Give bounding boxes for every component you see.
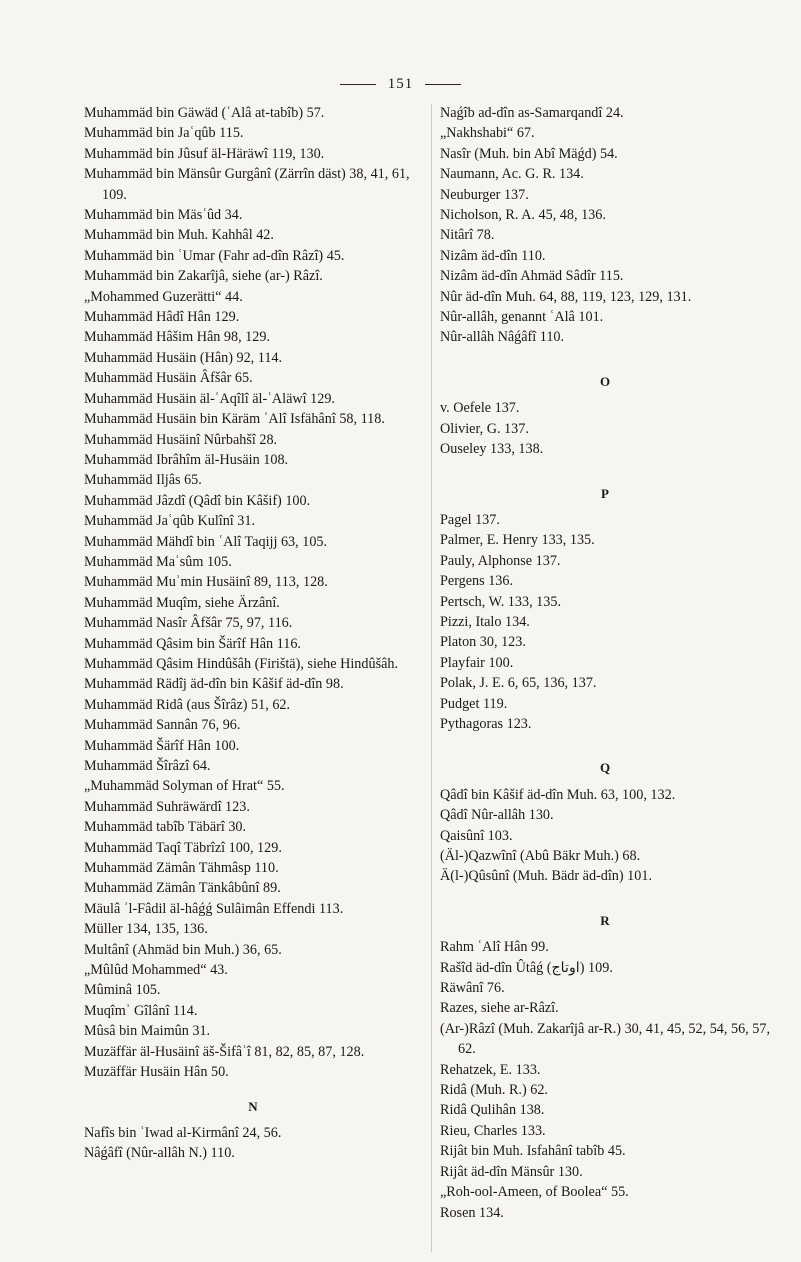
section-gap	[440, 348, 770, 358]
index-entry: Rahm ʿAlî Hân 99.	[440, 939, 549, 956]
index-entry: Rosen 134.	[440, 1204, 504, 1221]
section-gap	[440, 460, 770, 470]
index-entry: Muhammäd Husäin bin Käräm ʿAlî Isfähânî 58, 118.	[84, 411, 385, 428]
section-r-entries	[440, 937, 770, 1223]
index-entry: Muhammäd Nasîr Âfšâr 75, 97, 116.	[84, 615, 293, 632]
index-entry: Nizâm äd-dîn 110.	[440, 247, 546, 264]
index-entry: Qâdî bin Kâšif äd-dîn Muh. 63, 100, 132.	[440, 786, 676, 803]
index-entry: Muqîmʾ Gîlânî 114.	[84, 1002, 198, 1019]
index-entry: Muhammäd Husäin Âfšâr 65.	[84, 370, 253, 387]
section-letter-p: P	[601, 485, 609, 501]
index-entry: Muhammäd bin Zakarîjâ, siehe (ar-) Râzî.	[84, 268, 323, 285]
index-entry: Muhammäd Zämân Tähmâsp 110.	[84, 860, 279, 877]
index-entry: Nafîs bin ʿIwad al-Kirmânî 24, 56.	[84, 1124, 282, 1141]
index-entry: Muzäffär äl-Husäinî äš-Šifâʾî 81, 82, 85, 87, 128.	[84, 1043, 365, 1060]
index-entry: Pizzi, Italo 134.	[440, 613, 530, 630]
index-entry: Muhammäd Rädîj äd-dîn bin Kâšif äd-dîn 98.	[84, 676, 344, 693]
index-entry: Multânî (Ahmäd bin Muh.) 36, 65.	[84, 941, 282, 958]
index-entry: „Roh-ool-Ameen, of Boolea“ 55.	[440, 1184, 629, 1201]
index-entry: Muhammäd bin Gäwäd (ʿAlâ at-tabîb) 57.	[84, 105, 325, 121]
section-letter-o: O	[599, 373, 611, 389]
index-entry: Räwânî 76.	[440, 980, 505, 997]
right-sections	[440, 348, 770, 1223]
index-entry: Muhammäd Muʾmin Husäinî 89, 113, 128.	[84, 574, 328, 591]
index-entry: Nûr äd-dîn Muh. 64, 88, 119, 123, 129, 131.	[440, 288, 692, 305]
index-entry: „Mûlûd Mohammed“ 43.	[84, 962, 228, 979]
index-entry: Muhammäd Sannân 76, 96.	[84, 717, 241, 734]
section-p-entries	[440, 510, 770, 734]
index-entry: Nûr-allâh, genannt ʿAlâ 101.	[440, 309, 604, 326]
index-entry: Nasîr (Muh. bin Abî Mäǵd) 54.	[440, 145, 618, 162]
index-entry: Pertsch, W. 133, 135.	[440, 593, 561, 610]
index-entry: Mäulâ ʾl-Fâdil äl-hâǵǵ Sulâimân Effendi 113.	[84, 900, 344, 917]
section-letter-n: N	[248, 1098, 258, 1114]
index-entry: Muhammäd Taqî Täbrîzî 100, 129.	[84, 839, 282, 856]
index-entry: Muhammäd bin ʿUmar (Fahr ad-dîn Râzî) 45.	[84, 247, 345, 264]
column-divider	[431, 104, 432, 1252]
index-entry: Mûsâ bin Maimûn 31.	[84, 1023, 211, 1040]
index-entry: „Nakhshabi“ 67.	[440, 125, 535, 142]
section-gap	[440, 887, 770, 897]
index-entry: Muhammäd bin Muh. Kahhâl 42.	[84, 227, 274, 244]
index-entry: Rehatzek, E. 133.	[440, 1061, 541, 1078]
index-entry: Muhammäd Muqîm, siehe Ärzânî.	[84, 594, 280, 611]
section-q-entries	[440, 785, 770, 887]
section-o-entries	[440, 398, 770, 459]
index-entry: Muhammäd bin Jaʿqûb 115.	[84, 125, 244, 142]
index-entry: Muhammäd bin Mänsûr Gurgânî (Zärrîn däst) 38, 41, 61, 109.	[84, 166, 410, 203]
index-entry: Pauly, Alphonse 137.	[440, 552, 561, 569]
index-entry: Muhammäd Hâdî Hân 129.	[84, 309, 240, 326]
header-rule-left	[340, 84, 376, 85]
index-entry: Muhammäd Iljâs 65.	[84, 472, 202, 489]
index-entry: Muhammäd Hâšim Hân 98, 129.	[84, 329, 270, 346]
index-entry: Qaisûnî 103.	[440, 827, 513, 844]
index-entry: Ridâ Qulihân 138.	[440, 1102, 545, 1119]
index-entry: Rieu, Charles 133.	[440, 1122, 546, 1139]
index-entry: Muhammäd tabîb Täbärî 30.	[84, 819, 247, 836]
page-number: 151	[387, 76, 414, 92]
index-entry: Nicholson, R. A. 45, 48, 136.	[440, 207, 606, 224]
index-entry: Muhammäd bin Mäsʿûd 34.	[84, 207, 243, 224]
index-entry: Neuburger 137.	[440, 186, 529, 203]
index-entry: Muhammäd Qâsim bin Šärîf Hân 116.	[84, 635, 301, 652]
index-entry: Muhammäd Husäin (Hân) 92, 114.	[84, 349, 283, 366]
index-entry: „Muhammäd Solyman of Hrat“ 55.	[84, 778, 285, 795]
index-entry: Pergens 136.	[440, 573, 514, 590]
index-entry: Pudget 119.	[440, 695, 508, 712]
index-entry: Muhammäd Maʿsûm 105.	[84, 553, 232, 570]
index-entry: Naumann, Ac. G. R. 134.	[440, 166, 584, 183]
index-entry: Naǵîb ad-dîn as-Samarqandî 24.	[440, 105, 624, 121]
index-entry: Rijât äd-dîn Mänsûr 130.	[440, 1163, 583, 1180]
section-letter-r: R	[600, 912, 610, 928]
index-entry: (Äl-)Qazwînî (Abû Bäkr Muh.) 68.	[440, 848, 641, 864]
index-entry: Muhammäd bin Jûsuf äl-Häräwî 119, 130.	[84, 145, 325, 162]
index-entry: Nâǵâfî (Nûr-allâh N.) 110.	[84, 1145, 235, 1162]
index-entry: Mûminâ 105.	[84, 982, 161, 999]
section-letter-q: Q	[599, 760, 611, 776]
index-entry: Platon 30, 123.	[440, 634, 526, 651]
index-entry: v. Oefele 137.	[440, 400, 520, 417]
index-entry: Ä(l-)Qûsûnî (Muh. Bädr äd-dîn) 101.	[440, 868, 652, 885]
index-entry: Qâdî Nûr-allâh 130.	[440, 807, 554, 824]
index-entry: Nitârî 78.	[440, 227, 495, 244]
index-entry: Muhammäd Husäinî Nûrbahšî 28.	[84, 431, 278, 448]
section-gap	[440, 734, 770, 744]
index-entry: Muhammäd Šîrâzî 64.	[84, 758, 211, 774]
index-entry: Olivier, G. 137.	[440, 420, 529, 437]
index-entry: Pagel 137.	[440, 511, 500, 528]
index-entry: Pythagoras 123.	[440, 715, 532, 732]
page-header	[0, 76, 801, 93]
index-entry: Rijât bin Muh. Isfahânî tabîb 45.	[440, 1143, 626, 1160]
index-entry: Nûr-allâh Nâǵâfî 110.	[440, 329, 565, 346]
index-entry: Muhammäd Šärîf Hân 100.	[84, 737, 240, 754]
index-entry: Muhammäd Mähdî bin ʿAlî Taqijj 63, 105.	[84, 533, 328, 550]
section-n-entries	[84, 1123, 422, 1164]
index-entry: Muhammäd Zämân Tänkâbûnî 89.	[84, 880, 281, 897]
index-entry: Muhammäd Husäin äl-ʿAqîlî äl-ʿAläwî 129.	[84, 390, 335, 407]
index-entry: Muhammäd Ibrâhîm äl-Husäin 108.	[84, 451, 289, 468]
index-entry: Müller 134, 135, 136.	[84, 921, 208, 938]
index-entry: Nizâm äd-dîn Ahmäd Sâdîr 115.	[440, 268, 624, 285]
header-rule-right	[425, 84, 461, 85]
index-entry: Ouseley 133, 138.	[440, 441, 544, 458]
index-entry: „Mohammed Guzerätti“ 44.	[84, 288, 243, 305]
index-entry: Muhammäd Qâsim Hindûšâh (Firištä), siehe Hindûšâh.	[84, 655, 399, 672]
left-entries	[84, 103, 422, 1083]
right-column	[440, 103, 770, 1223]
index-entry: Polak, J. E. 6, 65, 136, 137.	[440, 675, 597, 692]
index-entry: Muzäffär Husäin Hân 50.	[84, 1064, 229, 1081]
index-entry: Razes, siehe ar-Râzî.	[440, 1000, 559, 1017]
index-entry: Muhammäd Jaʿqûb Kulînî 31.	[84, 513, 256, 530]
index-entry: Muhammäd Ridâ (aus Šîrâz) 51, 62.	[84, 696, 291, 713]
index-entry: Rašîd äd-dîn Ûtâǵ (اوتاج) 109.	[440, 959, 613, 976]
index-entry: Muhammäd Jâzdî (Qâdî bin Kâšif) 100.	[84, 492, 311, 509]
left-column	[84, 103, 422, 1164]
index-entry: Palmer, E. Henry 133, 135.	[440, 532, 595, 549]
index-entry: Muhammäd Suhräwärdî 123.	[84, 798, 250, 815]
index-entry: Ridâ (Muh. R.) 62.	[440, 1082, 548, 1099]
index-entry: Playfair 100.	[440, 654, 514, 671]
right-top-entries	[440, 103, 770, 348]
index-entry: (Ar-)Râzî (Muh. Zakarîjâ ar-R.) 30, 41, 45, 52, 54, 56, 57, 62.	[440, 1020, 770, 1058]
